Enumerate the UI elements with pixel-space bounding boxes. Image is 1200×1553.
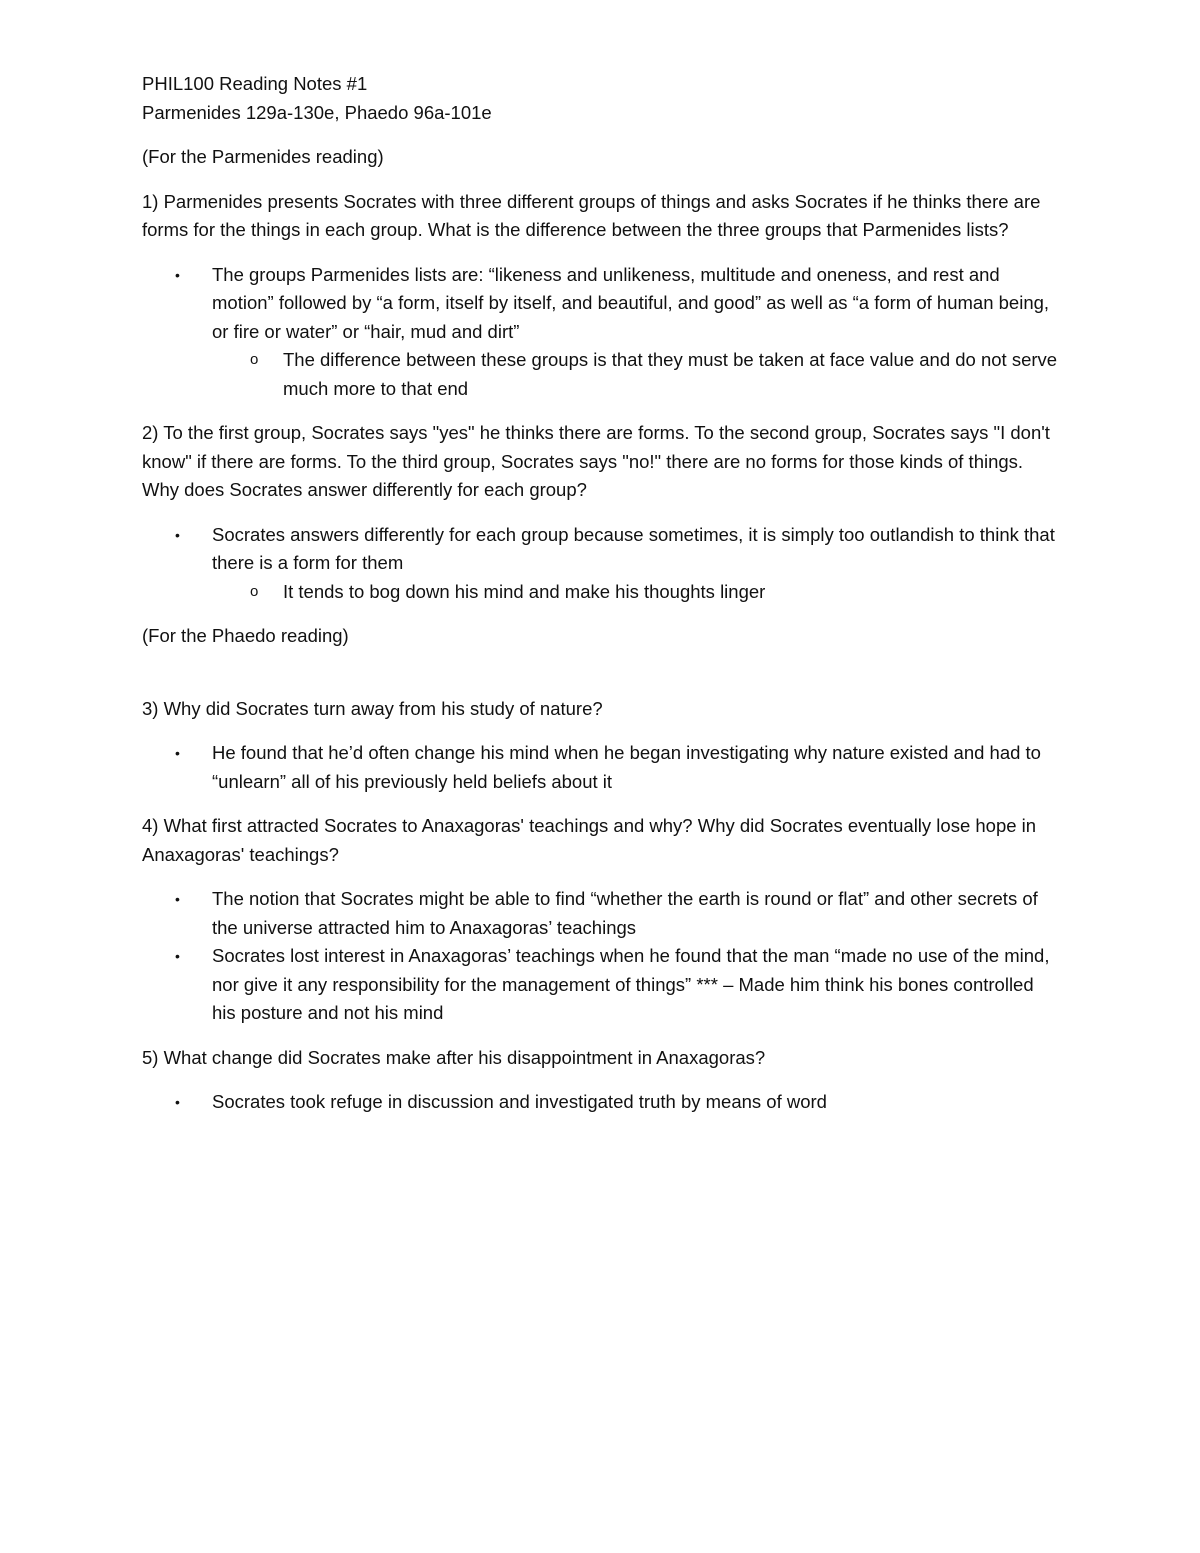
answer-bullet — [142, 942, 1062, 1028]
bullet-icon: • — [175, 1094, 180, 1110]
bullet-icon: • — [175, 948, 180, 964]
answer-bullet — [142, 885, 1062, 942]
document-subtitle: Parmenides 129a-130e, Phaedo 96a-101e — [142, 101, 492, 123]
bullet-icon: • — [175, 891, 180, 907]
document-page — [142, 70, 1062, 1133]
document-title: PHIL100 Reading Notes #1 — [142, 73, 368, 94]
question-1: 1) Parmenides presents Socrates with three different groups of things and asks Socrates if he thinks there are forms for the things in each group. What is the difference between the three groups that Parmenides lists? — [142, 190, 1041, 240]
bullet-icon: • — [175, 745, 180, 761]
sub-list — [212, 346, 1062, 403]
answer-bullet — [142, 1088, 1062, 1117]
sub-bullet — [212, 578, 1062, 607]
sub-answer-text: The difference between these groups is that they must be taken at face value and do not serve much more to that end — [283, 349, 1058, 399]
answer-list-4 — [142, 885, 1062, 1028]
sub-bullet-icon: o — [250, 582, 259, 600]
answer-text: Socrates took refuge in discussion and investigated truth by means of word — [212, 1091, 827, 1112]
question-3: 3) Why did Socrates turn away from his study of nature? — [142, 697, 603, 719]
sub-bullet-icon: o — [250, 351, 259, 368]
answer-list-5 — [142, 1088, 1062, 1117]
sub-answer-text: It tends to bog down his mind and make his thoughts linger — [283, 580, 766, 602]
answer-list-3 — [142, 739, 1062, 796]
sub-bullet — [212, 346, 1062, 403]
answer-list-2 — [142, 521, 1062, 607]
answer-text: Socrates lost interest in Anaxagoras’ teachings when he found that the man “made no use of the mind, nor give it any responsibility for the management of things” *** – Made him think his bones controlled his posture and not his mind — [212, 945, 1050, 1023]
answer-bullet — [142, 521, 1062, 607]
section-heading-parmenides: (For the Parmenides reading) — [142, 146, 384, 167]
answer-text: He found that he’d often change his mind when he began investigating why nature existed and had to “unlearn” all of his previously held beliefs about it — [212, 742, 1041, 792]
question-2: 2) To the first group, Socrates says "yes" he thinks there are forms. To the second group, Socrates says "I don't know" if there are forms. To the third group, Socrates says "no!" there are no forms for those kinds of things. Why does Socrates answer differently for each group? — [142, 422, 1050, 500]
question-5: 5) What change did Socrates make after his disappointment in Anaxagoras? — [142, 1046, 766, 1068]
answer-bullet — [142, 261, 1062, 404]
answer-text: The groups Parmenides lists are: “likeness and unlikeness, multitude and oneness, and rest and motion” followed by “a form, itself by itself, and beautiful, and good” as well as “a form of human being, or fire or water” or “hair, mud and dirt” — [212, 263, 1050, 342]
bullet-icon: • — [175, 266, 180, 283]
answer-list-1 — [142, 261, 1062, 404]
section-heading-phaedo: (For the Phaedo reading) — [142, 625, 349, 646]
answer-text: The notion that Socrates might be able to find “whether the earth is round or flat” and other secrets of the universe attracted him to Anaxagoras’ teachings — [212, 888, 1038, 938]
sub-list — [212, 578, 1062, 607]
question-4: 4) What first attracted Socrates to Anaxagoras' teachings and why? Why did Socrates eventually lose hope in Anaxagoras' teachings? — [142, 815, 1037, 865]
answer-text: Socrates answers differently for each group because sometimes, it is simply too outlandish to think that there is a form for them — [212, 523, 1055, 573]
answer-bullet — [142, 739, 1062, 796]
bullet-icon: • — [175, 526, 180, 543]
